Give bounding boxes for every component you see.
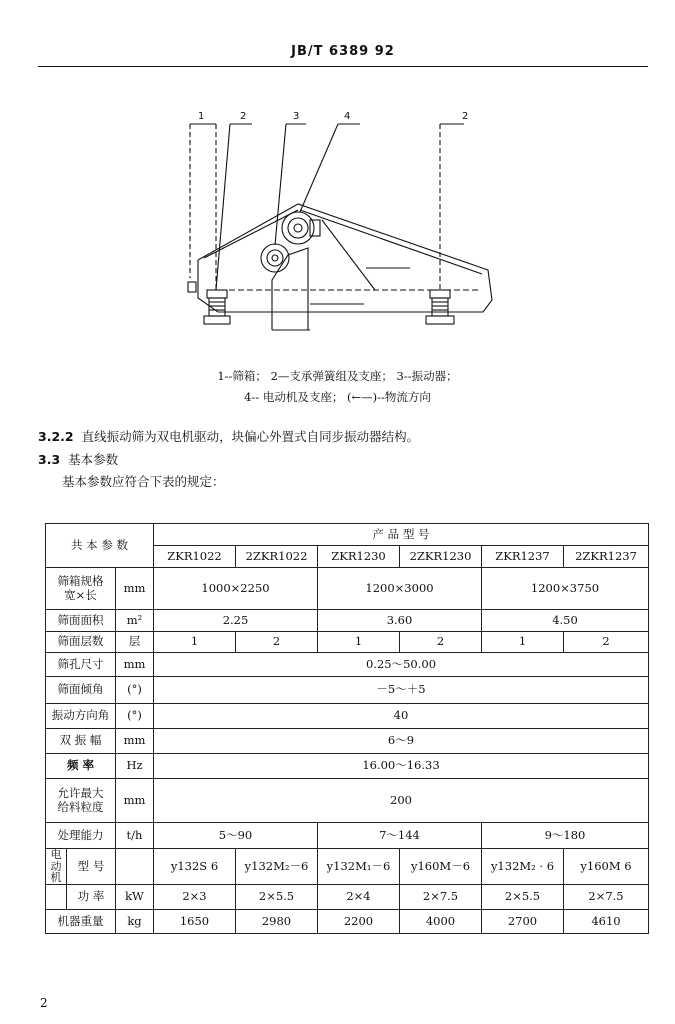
row-unit: kg xyxy=(116,909,154,933)
value-cell: 2 xyxy=(400,632,482,653)
value-cell: 3.60 xyxy=(318,610,482,632)
row-unit: Hz xyxy=(116,754,154,779)
value-cell: 2980 xyxy=(236,909,318,933)
motor-power-label: 功 率 xyxy=(46,884,116,909)
table-row xyxy=(46,524,649,546)
model-cell: 2ZKR1237 xyxy=(564,546,649,568)
table-row xyxy=(46,677,649,704)
value-cell: 2×3 xyxy=(154,884,236,909)
value-cell: 9～180 xyxy=(482,823,649,849)
table-row xyxy=(46,779,649,823)
callout-3: 3 xyxy=(293,111,300,122)
value-cell: 2200 xyxy=(318,909,400,933)
table-row xyxy=(46,823,649,849)
row-label: 筛面面积 xyxy=(46,610,116,632)
row-label: 筛面层数 xyxy=(46,632,116,653)
value-cell: y132M₂ · 6 xyxy=(482,849,564,885)
value-cell: y132M₁－6 xyxy=(318,849,400,885)
value-cell: 2 xyxy=(564,632,649,653)
table-row xyxy=(46,568,649,610)
model-cell: ZKR1237 xyxy=(482,546,564,568)
section-text: 直线振动筛为双电机驱动，块偏心外置式自同步振动器结构。 xyxy=(81,429,420,444)
table-row xyxy=(46,754,649,779)
section-title: 基本参数 xyxy=(68,452,119,467)
value-cell: 2700 xyxy=(482,909,564,933)
basic-parameters-table xyxy=(45,523,649,934)
value-cell: 40 xyxy=(154,704,649,729)
row-unit: m² xyxy=(116,610,154,632)
value-cell: 0.25～50.00 xyxy=(154,653,649,677)
section-3-2-2 xyxy=(38,427,419,445)
row-label: 筛孔尺寸 xyxy=(46,653,116,677)
row-unit: 层 xyxy=(116,632,154,653)
value-cell: 16.00～16.33 xyxy=(154,754,649,779)
value-cell: 1200×3750 xyxy=(482,568,649,610)
row-label: 处理能力 xyxy=(46,823,116,849)
section-3-3 xyxy=(38,450,118,468)
value-cell: 6～9 xyxy=(154,729,649,754)
row-label: 频 率 xyxy=(46,754,116,779)
row-unit: mm xyxy=(116,779,154,823)
value-cell: 7～144 xyxy=(318,823,482,849)
row-unit: mm xyxy=(116,568,154,610)
value-cell: y132S 6 xyxy=(154,849,236,885)
basic-params-header: 共 本 参 数 xyxy=(46,524,154,568)
callout-2: 2 xyxy=(240,111,247,122)
row-label: 筛箱规格 宽×长 xyxy=(46,568,116,610)
section-number: 3.2.2 xyxy=(38,429,74,444)
vibrating-screen-diagram xyxy=(160,100,510,335)
value-cell: 1000×2250 xyxy=(154,568,318,610)
section-number: 3.3 xyxy=(38,452,61,467)
value-cell: 2×4 xyxy=(318,884,400,909)
motor-vertical-label: 电动机 xyxy=(46,849,67,884)
row-unit: mm xyxy=(116,729,154,754)
callout-2-right: 2 xyxy=(462,111,469,122)
row-unit: t/h xyxy=(116,823,154,849)
value-cell: 5～90 xyxy=(154,823,318,849)
value-cell: 1 xyxy=(154,632,236,653)
value-cell: 2×5.5 xyxy=(482,884,564,909)
value-cell: y132M₂－6 xyxy=(236,849,318,885)
value-cell: 200 xyxy=(154,779,649,823)
table-row xyxy=(46,632,649,653)
value-cell: 1 xyxy=(482,632,564,653)
value-cell: 1 xyxy=(318,632,400,653)
row-unit: (°) xyxy=(116,677,154,704)
model-cell: ZKR1230 xyxy=(318,546,400,568)
value-cell: －5～＋5 xyxy=(154,677,649,704)
product-model-header: 产 品 型 号 xyxy=(154,524,649,546)
value-cell: 4.50 xyxy=(482,610,649,632)
callout-1: 1 xyxy=(198,111,205,122)
document-header: JB/T 6389 92 xyxy=(291,44,395,59)
value-cell: 2.25 xyxy=(154,610,318,632)
table-row xyxy=(46,849,649,885)
callout-4: 4 xyxy=(344,111,351,122)
row-unit: mm xyxy=(116,653,154,677)
value-cell: 1200×3000 xyxy=(318,568,482,610)
value-cell: 2×5.5 xyxy=(236,884,318,909)
table-row xyxy=(46,610,649,632)
header-rule xyxy=(38,66,648,67)
row-label: 振动方向角 xyxy=(46,704,116,729)
table-row xyxy=(46,909,649,933)
row-label: 机器重量 xyxy=(46,909,116,933)
model-cell: 2ZKR1022 xyxy=(236,546,318,568)
motor-group-label xyxy=(46,849,116,885)
table-row xyxy=(46,704,649,729)
table-row xyxy=(46,653,649,677)
row-label: 允许最大 给料粒度 xyxy=(46,779,116,823)
figure-caption-line1: 1--筛箱； 2—支承弹簧组及支座； 3--振动器； xyxy=(217,369,458,383)
value-cell: 2×7.5 xyxy=(564,884,649,909)
row-unit xyxy=(116,849,154,885)
value-cell: 2 xyxy=(236,632,318,653)
figure-caption-line2: 4-- 电动机及支座； (←—)--物流方向 xyxy=(244,390,431,404)
motor-model-label: 型 号 xyxy=(77,858,105,873)
value-cell: 2×7.5 xyxy=(400,884,482,909)
value-cell: y160M 6 xyxy=(564,849,649,885)
page-number: 2 xyxy=(40,996,48,1010)
row-label: 双 振 幅 xyxy=(46,729,116,754)
table-row xyxy=(46,884,649,909)
table-row xyxy=(46,729,649,754)
value-cell: 1650 xyxy=(154,909,236,933)
section-3-3-intro: 基本参数应符合下表的规定： xyxy=(62,474,225,489)
row-unit: (°) xyxy=(116,704,154,729)
row-label: 筛面倾角 xyxy=(46,677,116,704)
model-cell: ZKR1022 xyxy=(154,546,236,568)
value-cell: 4000 xyxy=(400,909,482,933)
value-cell: y160M－6 xyxy=(400,849,482,885)
model-cell: 2ZKR1230 xyxy=(400,546,482,568)
value-cell: 4610 xyxy=(564,909,649,933)
row-unit: kW xyxy=(116,884,154,909)
